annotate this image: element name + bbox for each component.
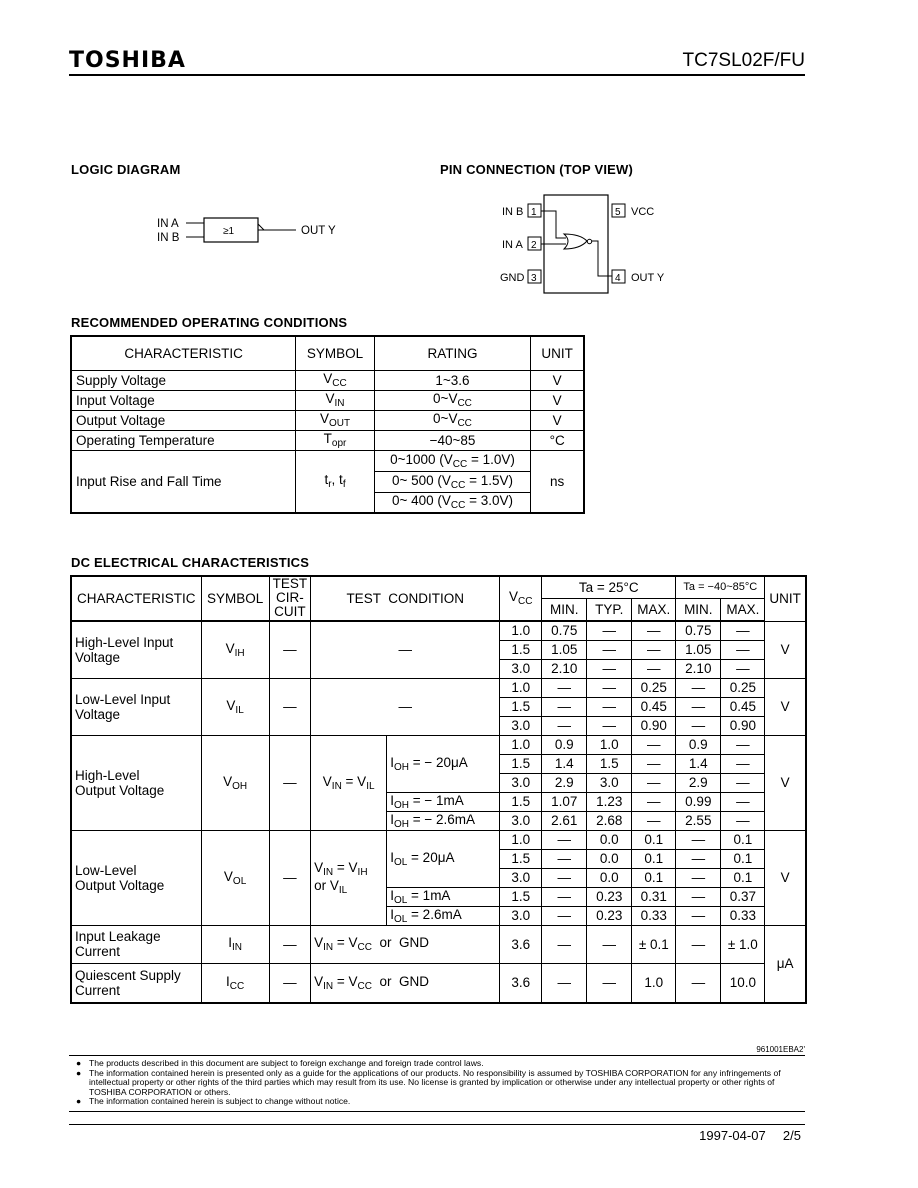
dc-min: — xyxy=(542,697,587,716)
dc-min-85: — xyxy=(676,697,721,716)
roc-rating: 0~1000 $(V_{CC} = 1.0V)$ xyxy=(374,450,531,471)
table-row xyxy=(71,925,806,963)
roc-table xyxy=(70,335,585,514)
dc-current-condition: $I_{OH}$ = − 1mA xyxy=(387,792,500,811)
bullet-icon: ● xyxy=(76,1096,82,1106)
footer xyxy=(699,1128,801,1143)
dc-test-condition: $V_{IN} = V_{IL}$ xyxy=(311,735,387,830)
roc-rating: −40~85 xyxy=(374,430,531,450)
dc-unit: V xyxy=(765,621,806,678)
roc-symbol: $t_r$, $t_f$ xyxy=(296,450,374,513)
dc-min-85: 2.9 xyxy=(676,773,721,792)
notes-bottom-rule xyxy=(69,1111,805,1112)
dc-test-circuit: — xyxy=(269,735,311,830)
logic-output-label: OUT Y xyxy=(301,225,336,237)
dc-typ: 1.0 xyxy=(587,735,632,754)
dc-current-condition: $I_{OH}$ = − 2.6mA xyxy=(387,811,500,830)
dc-max: 0.45 xyxy=(632,697,676,716)
dc-typ: — xyxy=(587,963,632,1003)
dc-col-test-condition: TEST CONDITION xyxy=(311,576,500,620)
logic-diagram-title: LOGIC DIAGRAM xyxy=(71,162,181,177)
dc-max: — xyxy=(632,659,676,678)
dc-typ: 0.23 xyxy=(587,887,632,906)
dc-min: — xyxy=(542,678,587,697)
roc-symbol: $V_{OUT}$ xyxy=(296,410,374,430)
dc-test-circuit: — xyxy=(269,621,311,678)
dc-characteristic: Low-Level Output Voltage xyxy=(71,830,201,925)
roc-col-characteristic: CHARACTERISTIC xyxy=(71,336,296,370)
pin-1-label: IN B xyxy=(502,206,524,218)
gate-symbol: ≥1 xyxy=(223,226,235,237)
dc-max-85: 10.0 xyxy=(721,963,765,1003)
dc-min-85: — xyxy=(676,963,721,1003)
table-row xyxy=(71,830,806,849)
dc-min: 0.75 xyxy=(542,621,587,640)
dc-max: 0.33 xyxy=(632,906,676,925)
table-row xyxy=(71,390,584,410)
nor-gate-icon xyxy=(541,211,612,276)
bullet-icon: ● xyxy=(76,1058,82,1068)
roc-rating: $0\sim V_{CC}$ xyxy=(374,410,531,430)
dc-max: 0.31 xyxy=(632,887,676,906)
dc-min-85: 1.05 xyxy=(676,640,721,659)
dc-min: — xyxy=(542,830,587,849)
dc-typ: 1.5 xyxy=(587,754,632,773)
dc-vcc: 1.5 xyxy=(500,640,542,659)
roc-characteristic: Output Voltage xyxy=(71,410,296,430)
pin-5-number: 5 xyxy=(615,207,621,218)
dc-col-max: MAX. xyxy=(632,598,676,620)
dc-max: — xyxy=(632,773,676,792)
logic-input-a-label: IN A xyxy=(157,218,179,230)
dc-typ: — xyxy=(587,697,632,716)
roc-characteristic: Supply Voltage xyxy=(71,370,296,390)
brand-logo: TOSHIBA xyxy=(69,48,186,73)
note-item: ● The products described in this document are subject to foreign exchange and foreign trade control laws. xyxy=(76,1058,484,1068)
roc-symbol: $T_{opr}$ xyxy=(296,430,374,450)
dc-min: 1.4 xyxy=(542,754,587,773)
dc-min-85: — xyxy=(676,678,721,697)
dc-symbol: $V_{IL}$ xyxy=(201,678,269,735)
dc-col-min-85: MIN. xyxy=(676,598,721,620)
roc-col-symbol: SYMBOL xyxy=(296,336,374,370)
dc-typ: 0.0 xyxy=(587,830,632,849)
dc-max-85: ± 1.0 xyxy=(721,925,765,963)
dc-min-85: — xyxy=(676,868,721,887)
dc-typ: — xyxy=(587,640,632,659)
logic-diagram xyxy=(150,210,360,250)
dc-min: 1.07 xyxy=(542,792,587,811)
dc-vcc: 1.0 xyxy=(500,621,542,640)
note-item: ● The information contained herein is presented only as a guide for the applications of our products. No responsibility is assumed by TOSHIBA CORPORATION for any infringements of intellectual property or other rights of the third parties which may result from its use. No license is granted by implication or otherwise under any intellectual property or other rights of TOSHIBA CORPORATION or others. xyxy=(76,1067,781,1097)
dc-max: 0.1 xyxy=(632,830,676,849)
dc-test-circuit: — xyxy=(269,678,311,735)
dc-unit: V xyxy=(765,678,806,735)
dc-max-85: 0.25 xyxy=(721,678,765,697)
pin-2-label: IN A xyxy=(502,239,523,251)
dc-vcc: 1.5 xyxy=(500,849,542,868)
dc-min-85: 2.55 xyxy=(676,811,721,830)
footer-date: 1997-04-07 xyxy=(699,1128,766,1143)
inversion-flag-icon xyxy=(258,224,264,230)
dc-max-85: 0.1 xyxy=(721,830,765,849)
dc-max-85: 0.90 xyxy=(721,716,765,735)
dc-unit: μA xyxy=(765,925,806,1003)
dc-max-85: — xyxy=(721,640,765,659)
roc-rating: 0~ 500 $(V_{CC} = 1.5V)$ xyxy=(374,471,531,492)
dc-max-85: 0.33 xyxy=(721,906,765,925)
dc-vcc: 1.0 xyxy=(500,735,542,754)
dc-test-circuit: — xyxy=(269,830,311,925)
dc-characteristic: High-Level Output Voltage xyxy=(71,735,201,830)
roc-unit: ns xyxy=(531,450,584,513)
dc-vcc: 3.6 xyxy=(500,963,542,1003)
dc-col-typ: TYP. xyxy=(587,598,632,620)
dc-test-condition: $V_{IN} = V_{CC}$ or GND xyxy=(311,963,500,1003)
dc-test-circuit: — xyxy=(269,925,311,963)
dc-test-condition: $V_{IN} = V_{IH}$ or $V_{IL}$ xyxy=(311,830,387,925)
dc-max: 0.1 xyxy=(632,868,676,887)
roc-rating: $0\sim V_{CC}$ xyxy=(374,390,531,410)
dc-max-85: 0.37 xyxy=(721,887,765,906)
table-row xyxy=(71,450,584,471)
dc-max: 1.0 xyxy=(632,963,676,1003)
dc-max-85: — xyxy=(721,735,765,754)
dc-min: 2.61 xyxy=(542,811,587,830)
dc-symbol: $I_{IN}$ xyxy=(201,925,269,963)
dc-max: 0.25 xyxy=(632,678,676,697)
dc-max-85: — xyxy=(721,659,765,678)
dc-characteristic: Quiescent Supply Current xyxy=(71,963,201,1003)
dc-min-85: 0.9 xyxy=(676,735,721,754)
dc-min-85: 1.4 xyxy=(676,754,721,773)
dc-max-85: — xyxy=(721,811,765,830)
dc-vcc: 3.0 xyxy=(500,716,542,735)
dc-max-85: 0.1 xyxy=(721,849,765,868)
dc-max: — xyxy=(632,754,676,773)
notes-top-rule xyxy=(69,1055,805,1056)
pin-connection-diagram xyxy=(490,193,690,298)
dc-max: — xyxy=(632,640,676,659)
dc-current-condition: $I_{OL} = 1mA$ xyxy=(387,887,500,906)
dc-characteristic: Low-Level Input Voltage xyxy=(71,678,201,735)
dc-col-ta25: Ta = 25°C xyxy=(542,576,676,598)
dc-typ: — xyxy=(587,621,632,640)
dc-col-unit: UNIT xyxy=(765,576,806,621)
roc-col-unit: UNIT xyxy=(531,336,584,370)
dc-min: — xyxy=(542,716,587,735)
pin-4-label: OUT Y xyxy=(631,272,665,284)
dc-vcc: 3.0 xyxy=(500,659,542,678)
dc-typ: 3.0 xyxy=(587,773,632,792)
dc-min: — xyxy=(542,887,587,906)
dc-min: — xyxy=(542,849,587,868)
dc-max-85: — xyxy=(721,792,765,811)
dc-typ: 1.23 xyxy=(587,792,632,811)
note-item: ● The information contained herein is subject to change without notice. xyxy=(76,1096,351,1106)
dc-max: 0.1 xyxy=(632,849,676,868)
dc-max-85: 0.1 xyxy=(721,868,765,887)
dc-test-condition: — xyxy=(311,678,500,735)
pin-5-label: VCC xyxy=(631,206,655,218)
dc-min: — xyxy=(542,868,587,887)
dc-max: — xyxy=(632,811,676,830)
dc-col-symbol: SYMBOL xyxy=(201,576,269,620)
dc-min-85: — xyxy=(676,830,721,849)
dc-vcc: 1.5 xyxy=(500,887,542,906)
dc-min-85: — xyxy=(676,925,721,963)
dc-vcc: 3.0 xyxy=(500,906,542,925)
dc-vcc: 1.5 xyxy=(500,697,542,716)
dc-vcc: 1.5 xyxy=(500,792,542,811)
table-row xyxy=(71,621,806,640)
dc-min: 0.9 xyxy=(542,735,587,754)
dc-max-85: 0.45 xyxy=(721,697,765,716)
roc-symbol: $V_{IN}$ xyxy=(296,390,374,410)
pin-4-number: 4 xyxy=(615,273,621,284)
dc-min-85: — xyxy=(676,887,721,906)
dc-characteristic: High-Level Input Voltage xyxy=(71,621,201,678)
roc-unit: V xyxy=(531,390,584,410)
dc-min-85: 0.75 xyxy=(676,621,721,640)
roc-unit: °C xyxy=(531,430,584,450)
roc-unit: V xyxy=(531,370,584,390)
dc-col-characteristic: CHARACTERISTIC xyxy=(71,576,201,620)
dc-current-condition: $I_{OL} = 20\mu A$ xyxy=(387,830,500,887)
dc-max: — xyxy=(632,792,676,811)
dc-col-vcc: $V_{CC}$ xyxy=(500,576,542,620)
footer-page: 2/5 xyxy=(782,1128,801,1143)
dc-min-85: — xyxy=(676,906,721,925)
roc-symbol: $V_{CC}$ xyxy=(296,370,374,390)
dc-max: — xyxy=(632,621,676,640)
header-rule xyxy=(69,74,805,76)
part-number: TC7SL02F/FU xyxy=(682,50,805,71)
roc-title: RECOMMENDED OPERATING CONDITIONS xyxy=(71,315,348,330)
dc-current-condition: $I_{OL} = 2.6mA$ xyxy=(387,906,500,925)
dc-current-condition: $I_{OH}$ = − 20μA xyxy=(387,735,500,792)
dc-typ: — xyxy=(587,716,632,735)
dc-min: 2.9 xyxy=(542,773,587,792)
dc-col-test-circuit: TEST CIR- CUIT xyxy=(269,576,311,620)
dc-min-85: 2.10 xyxy=(676,659,721,678)
dc-vcc: 1.0 xyxy=(500,830,542,849)
table-row xyxy=(71,735,806,754)
bullet-icon: ● xyxy=(76,1067,82,1078)
dc-symbol: $V_{IH}$ xyxy=(201,621,269,678)
dc-vcc: 3.0 xyxy=(500,868,542,887)
pin-3-number: 3 xyxy=(531,273,537,284)
notes-block xyxy=(76,1059,792,1107)
dc-col-max-85: MAX. xyxy=(721,598,765,620)
dc-table xyxy=(70,575,807,1004)
dc-typ: 0.0 xyxy=(587,849,632,868)
document-code: 961001EBA2' xyxy=(756,1045,805,1054)
dc-min: — xyxy=(542,925,587,963)
dc-max-85: — xyxy=(721,773,765,792)
dc-symbol: $V_{OL}$ xyxy=(201,830,269,925)
dc-min-85: 0.99 xyxy=(676,792,721,811)
roc-col-rating: RATING xyxy=(374,336,531,370)
pin-2-number: 2 xyxy=(531,240,537,251)
dc-vcc: 3.0 xyxy=(500,773,542,792)
table-row xyxy=(71,410,584,430)
roc-rating: 1~3.6 xyxy=(374,370,531,390)
dc-max-85: — xyxy=(721,754,765,773)
dc-vcc: 3.6 xyxy=(500,925,542,963)
dc-test-condition: $V_{IN} = V_{CC}$ or GND xyxy=(311,925,500,963)
dc-typ: — xyxy=(587,659,632,678)
dc-header-row xyxy=(71,576,806,598)
dc-typ: — xyxy=(587,925,632,963)
footer-rule xyxy=(69,1124,805,1125)
dc-characteristic: Input Leakage Current xyxy=(71,925,201,963)
table-row xyxy=(71,370,584,390)
pin-3-label: GND xyxy=(500,272,525,284)
dc-vcc: 1.0 xyxy=(500,678,542,697)
roc-characteristic: Operating Temperature xyxy=(71,430,296,450)
roc-characteristic: Input Rise and Fall Time xyxy=(71,450,296,513)
dc-max-85: — xyxy=(721,621,765,640)
dc-symbol: $I_{CC}$ xyxy=(201,963,269,1003)
dc-min: 2.10 xyxy=(542,659,587,678)
dc-min: — xyxy=(542,906,587,925)
roc-characteristic: Input Voltage xyxy=(71,390,296,410)
dc-min-85: — xyxy=(676,716,721,735)
dc-unit: V xyxy=(765,735,806,830)
dc-symbol: $V_{OH}$ xyxy=(201,735,269,830)
table-row xyxy=(71,678,806,697)
dc-col-min: MIN. xyxy=(542,598,587,620)
dc-max: 0.90 xyxy=(632,716,676,735)
dc-col-ta85: Ta = −40~85°C xyxy=(676,576,765,598)
table-row xyxy=(71,963,806,1003)
dc-max: ± 0.1 xyxy=(632,925,676,963)
dc-typ: 0.0 xyxy=(587,868,632,887)
dc-typ: 0.23 xyxy=(587,906,632,925)
dc-unit: V xyxy=(765,830,806,925)
dc-min: 1.05 xyxy=(542,640,587,659)
dc-vcc: 1.5 xyxy=(500,754,542,773)
roc-unit: V xyxy=(531,410,584,430)
dc-min-85: — xyxy=(676,849,721,868)
dc-test-circuit: — xyxy=(269,963,311,1003)
dc-min: — xyxy=(542,963,587,1003)
dc-typ: 2.68 xyxy=(587,811,632,830)
pin-1-number: 1 xyxy=(531,207,537,218)
roc-rating: 0~ 400 $(V_{CC} = 3.0V)$ xyxy=(374,492,531,513)
dc-vcc: 3.0 xyxy=(500,811,542,830)
dc-title: DC ELECTRICAL CHARACTERISTICS xyxy=(71,555,310,570)
pin-connection-title: PIN CONNECTION (TOP VIEW) xyxy=(440,162,634,177)
roc-header-row xyxy=(71,336,584,370)
dc-test-condition: — xyxy=(311,621,500,678)
logic-input-b-label: IN B xyxy=(157,232,180,244)
dc-max: — xyxy=(632,735,676,754)
table-row xyxy=(71,430,584,450)
dc-typ: — xyxy=(587,678,632,697)
